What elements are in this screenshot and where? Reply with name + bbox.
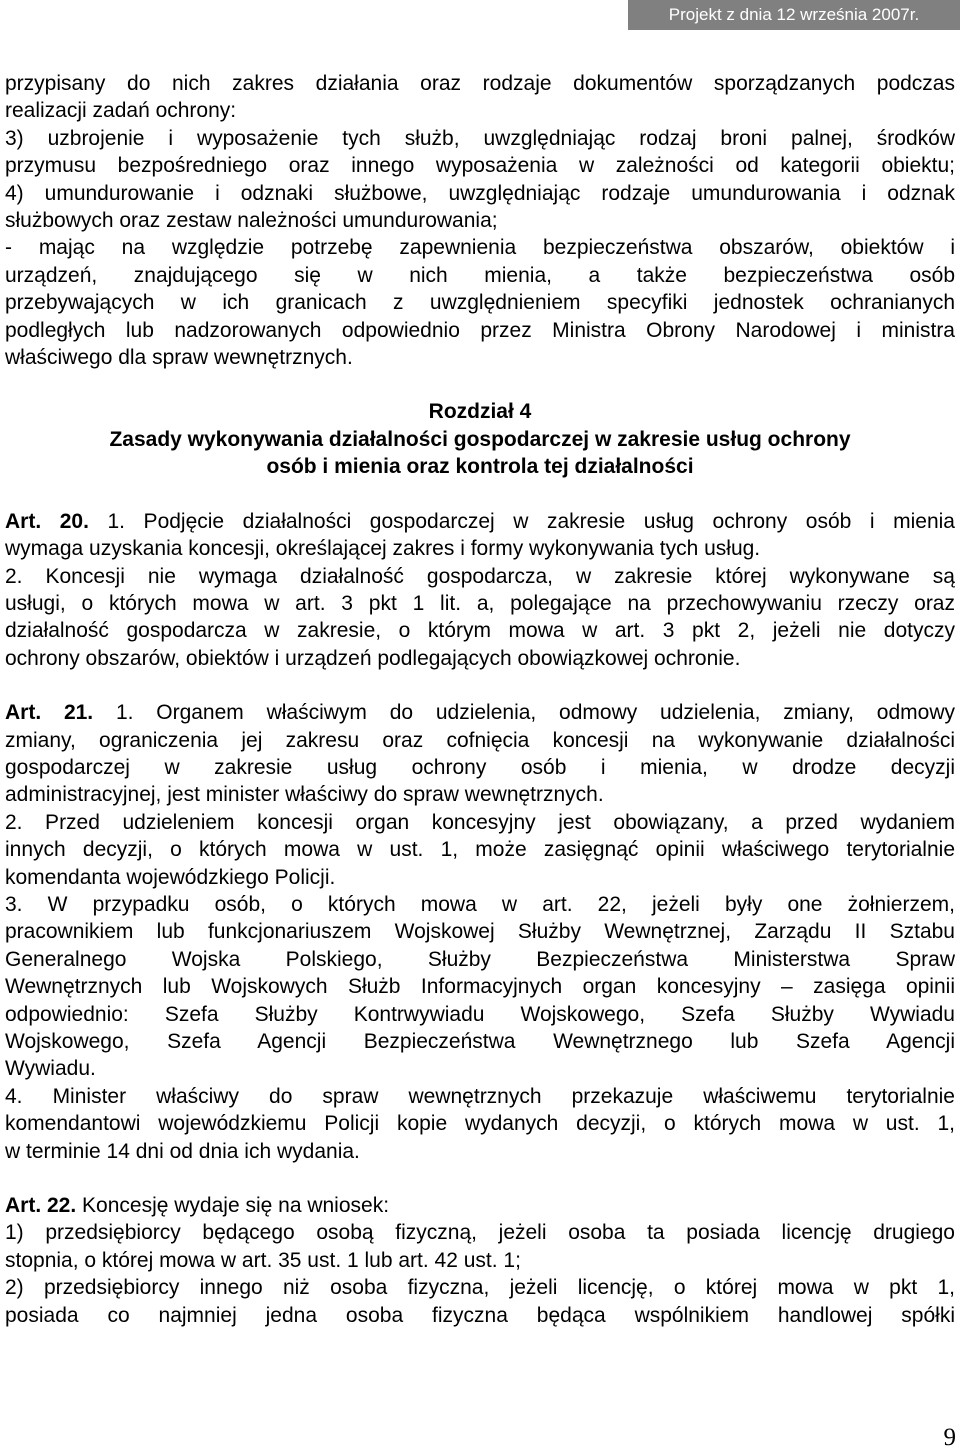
text-line: urządzeń, znajdującego się w nich mienia, a także bezpieczeństwa osób <box>5 263 955 287</box>
text-line: usługi, o których mowa w art. 3 pkt 1 lit. a, polegające na przechowywaniu rzeczy oraz <box>5 591 955 615</box>
chapter-heading <box>5 398 955 480</box>
text-line: 4) umundurowanie i odznaki służbowe, uwzględniając rodzaje umundurowania i odznak <box>5 181 955 205</box>
chapter-title-line: osób i mienia oraz kontrola tej działalności <box>266 455 694 479</box>
text-line: 3) uzbrojenie i wyposażenie tych służb, uwzględniając rodzaj broni palnej, środków <box>5 126 955 150</box>
text-line: Wywiadu. <box>5 1057 96 1081</box>
text-line: właściwego dla spraw wewnętrznych. <box>5 346 353 370</box>
text-line: 2. Przed udzieleniem koncesji organ koncesyjny jest obowiązany, a przed wydaniem <box>5 810 955 834</box>
article-20 <box>5 508 955 672</box>
text-line: realizacji zadań ochrony: <box>5 99 237 123</box>
text-line: 1) przedsiębiorcy będącego osobą fizyczną, jeżeli osoba ta posiada licencję drugiego <box>5 1221 955 1245</box>
article-label: Art. 22. <box>5 1194 77 1218</box>
article-21 <box>5 699 955 1165</box>
text-line: posiada co najmniej jedna osoba fizyczna będąca wspólnikiem handlowej spółki <box>5 1303 955 1327</box>
text-line: Generalnego Wojska Polskiego, Służby Bezpieczeństwa Ministerstwa Spraw <box>5 947 955 971</box>
text-line: przymusu bezpośredniego oraz innego wyposażenia w zależności od kategorii obiektu; <box>5 154 955 178</box>
text-line: ochrony obszarów, obiektów i urządzeń podlegających obowiązkowej ochronie. <box>5 646 741 670</box>
text-line: innych decyzji, o których mowa w ust. 1, może zasięgnąć opinii właściwego terytorialnie <box>5 838 955 862</box>
text-line: zmiany, ograniczenia jej zakresu oraz cofnięcia koncesji na wykonywanie działalności <box>5 728 955 752</box>
text-line: przypisany do nich zakres działania oraz rodzaje dokumentów sporządzanych podczas <box>5 72 955 95</box>
article-label: Art. 21. <box>5 701 94 725</box>
text-line: Wewnętrznych lub Wojskowych Służb Informacyjnych organ koncesyjny – zasięga opinii <box>5 975 955 999</box>
text-line: Wojskowego, Szefa Agencji Bezpieczeństwa Wewnętrznego lub Szefa Agencji <box>5 1030 955 1053</box>
text-line: - mając na względzie potrzebę zapewnienia bezpieczeństwa obszarów, obiektów i <box>5 236 955 260</box>
text-line: komendantowi wojewódzkiemu Policji kopie wydanych decyzji, o których mowa w ust. 1, <box>5 1112 955 1136</box>
text-line: 2. Koncesji nie wymaga działalność gospodarcza, w zakresie której wykonywane są <box>5 564 955 588</box>
article-22 <box>5 1192 955 1329</box>
document-page <box>5 70 955 1329</box>
article-label: Art. 20. <box>5 509 89 533</box>
text-line: pracownikiem lub funkcjonariuszem Wojskowej Służby Wewnętrznej, Zarządu II Sztabu <box>5 920 955 944</box>
text-line: gospodarczej w zakresie usług ochrony osób i mienia, w drodze decyzji <box>5 755 955 779</box>
text-line: 4. Minister właściwy do spraw wewnętrznych przekazuje właściwemu terytorialnie <box>5 1084 955 1108</box>
text-line: stopnia, o której mowa w art. 35 ust. 1 lub art. 42 ust. 1; <box>5 1248 521 1272</box>
page-number: 9 <box>943 1424 956 1451</box>
text-line: 1. Organem właściwym do udzielenia, odmowy udzielenia, zmiany, odmowy <box>93 701 955 725</box>
text-line: przebywających w ich granicach z uwzględnieniem specyfiki jednostek ochranianych <box>5 291 955 315</box>
text-line: administracyjnej, jest minister właściwy do spraw wewnętrznych. <box>5 783 604 807</box>
continued-text-section <box>5 70 955 371</box>
text-line: podległych lub nadzorowanych odpowiednio przez Ministra Obrony Narodowej i ministra <box>5 318 955 342</box>
text-line: odpowiednio: Szefa Służby Kontrwywiadu Wojskowego, Szefa Służby Wywiadu <box>5 1002 955 1026</box>
text-line: wymaga uzyskania koncesji, określającej zakres i formy wykonywania tych usług. <box>5 537 761 561</box>
project-date-header: Projekt z dnia 12 września 2007r. <box>628 0 960 30</box>
text-line: służbowych oraz zestaw należności umundurowania; <box>5 209 498 233</box>
text-line: 3. W przypadku osób, o których mowa w art. 22, jeżeli były one żołnierzem, <box>5 892 955 916</box>
chapter-number: Rozdział 4 <box>428 400 532 424</box>
text-line: działalność gospodarcza w zakresie, o którym mowa w art. 3 pkt 2, jeżeli nie dotyczy <box>5 619 955 643</box>
text-line: 1. Podjęcie działalności gospodarczej w zakresie usług ochrony osób i mienia <box>88 509 955 533</box>
text-line: w terminie 14 dni od dnia ich wydania. <box>5 1139 360 1163</box>
text-line: Koncesję wydaje się na wniosek: <box>76 1194 390 1218</box>
text-line: komendanta wojewódzkiego Policji. <box>5 865 336 889</box>
chapter-title-line: Zasady wykonywania działalności gospodarczej w zakresie usług ochrony <box>109 427 851 451</box>
text-line: 2) przedsiębiorcy innego niż osoba fizyczna, jeżeli licencję, o której mowa w pkt 1, <box>5 1276 955 1300</box>
